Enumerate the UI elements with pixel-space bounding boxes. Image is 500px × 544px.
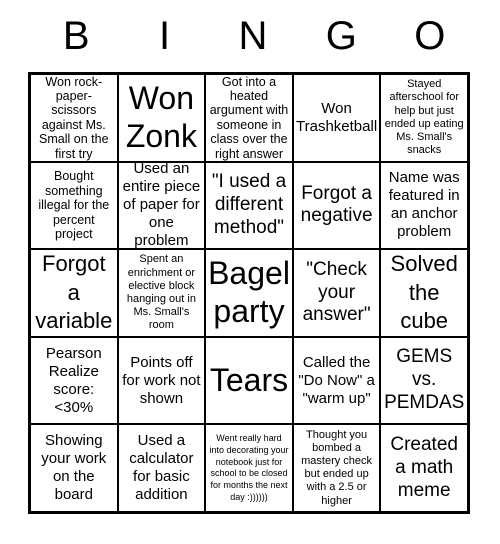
bingo-cell-15[interactable]: Solved the cube — [380, 249, 468, 337]
bingo-cell-21[interactable]: Showing your work on the board — [30, 424, 118, 512]
bingo-cell-1[interactable]: Won rock-paper-scissors against Ms. Small on the first try — [30, 74, 118, 162]
bingo-cell-17[interactable]: Points off for work not shown — [118, 337, 206, 425]
bingo-cell-22[interactable]: Used a calculator for basic addition — [118, 424, 206, 512]
header-letter-i: I — [159, 14, 173, 58]
header-letter-b: B — [62, 14, 92, 58]
bingo-cell-14[interactable]: "Check your answer" — [293, 249, 381, 337]
bingo-cell-20[interactable]: GEMS vs. PEMDAS — [380, 337, 468, 425]
bingo-cell-8[interactable]: "I used a different method" — [205, 162, 293, 250]
bingo-card-grid — [28, 72, 470, 514]
bingo-cell-6[interactable]: Bought something illegal for the percent project — [30, 162, 118, 250]
bingo-cell-12[interactable]: Spent an enrichment or elective block hanging out in Ms. Small's room — [118, 249, 206, 337]
bingo-cell-5[interactable]: Stayed afterschool for help but just ended up eating Ms. Small's snacks — [380, 74, 468, 162]
header-letter-o: O — [414, 14, 448, 58]
bingo-cell-7[interactable]: Used an entire piece of paper for one problem — [118, 162, 206, 250]
header-letter-g: G — [325, 14, 359, 58]
bingo-cell-24[interactable]: Thought you bombed a mastery check but ended up with a 2.5 or higher — [293, 424, 381, 512]
bingo-cell-9[interactable]: Forgot a negative — [293, 162, 381, 250]
header-letter-n: N — [238, 14, 270, 58]
bingo-cell-13[interactable]: Bagel party — [205, 249, 293, 337]
bingo-header — [33, 0, 475, 72]
bingo-cell-25[interactable]: Created a math meme — [380, 424, 468, 512]
bingo-cell-4[interactable]: Won Trashketball — [293, 74, 381, 162]
bingo-cell-11[interactable]: Forgot a variable — [30, 249, 118, 337]
bingo-cell-19[interactable]: Called the "Do Now" a "warm up" — [293, 337, 381, 425]
bingo-cell-18[interactable]: Tears — [205, 337, 293, 425]
bingo-cell-16[interactable]: Pearson Realize score: <30% — [30, 337, 118, 425]
bingo-cell-10[interactable]: Name was featured in an anchor problem — [380, 162, 468, 250]
bingo-cell-3[interactable]: Got into a heated argument with someone in class over the right answer — [205, 74, 293, 162]
bingo-cell-23[interactable]: Went really hard into decorating your notebook just for school to be closed for months the next day :)))))) — [205, 424, 293, 512]
bingo-cell-2[interactable]: Won Zonk — [118, 74, 206, 162]
